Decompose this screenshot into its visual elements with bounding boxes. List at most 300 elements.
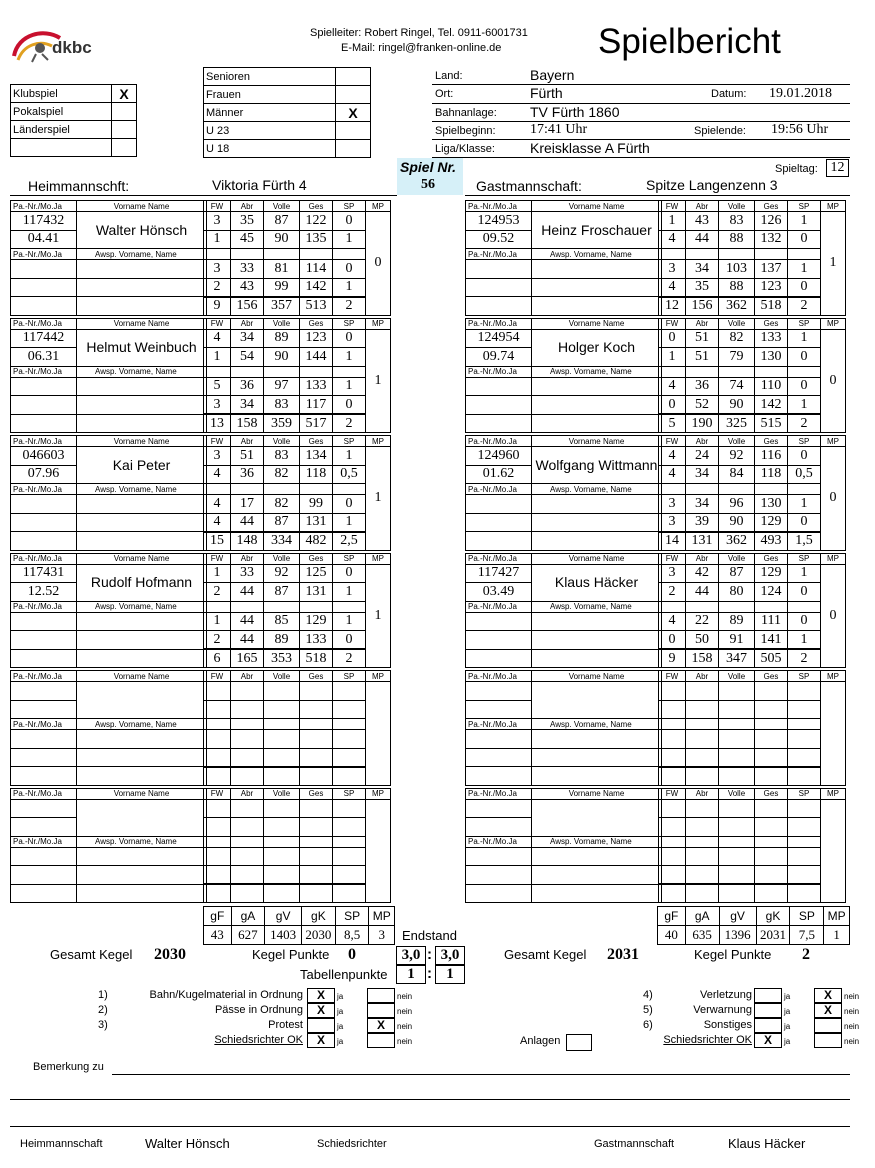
match-type-label (11, 139, 112, 157)
pass-header: Pa.-Nr./Mo.Ja (11, 788, 77, 799)
check-label: Verletzung (700, 989, 752, 1001)
pass-header: Pa.-Nr./Mo.Ja (11, 553, 77, 564)
stat-cell: 125 (300, 564, 333, 583)
empty-cell (77, 396, 207, 415)
stat-cell (719, 818, 755, 837)
stat-cell (231, 700, 264, 719)
player-birth (11, 700, 77, 719)
check-label: Pässe in Ordnung (214, 1004, 303, 1016)
ja-box[interactable]: X (307, 1033, 335, 1048)
stat-cell (204, 730, 231, 749)
stat-cell: 3 (659, 260, 686, 279)
fw-header: FW (659, 553, 686, 564)
total-header: SP (335, 907, 369, 926)
stat-cell: 89 (264, 329, 300, 348)
name-header: Vorname Name (77, 318, 207, 329)
pass-header: Pa.-Nr./Mo.Ja (466, 788, 532, 799)
ja-box[interactable]: X (754, 1033, 782, 1048)
stat-cell: 1 (333, 513, 366, 532)
check-label: Protest (268, 1019, 303, 1031)
gast-sign-label: Gastmannschaft (594, 1138, 675, 1150)
pass-header: Pa.-Nr./Mo.Ja (11, 318, 77, 329)
ja-box[interactable] (754, 1003, 782, 1018)
stat-cell (204, 866, 231, 885)
empty-cell (788, 484, 821, 495)
category-mark[interactable] (336, 68, 371, 86)
player-stats-table (203, 553, 391, 669)
name-header: Vorname Name (77, 201, 207, 212)
name-header: Vorname Name (532, 201, 662, 212)
category-mark[interactable]: X (336, 104, 371, 122)
volle-header: Volle (719, 436, 755, 447)
stat-cell: 126 (755, 212, 788, 231)
spieltag-value: 12 (826, 159, 849, 177)
empty-cell (466, 414, 532, 433)
ges-header: Ges (755, 788, 788, 799)
stat-cell: 1 (333, 612, 366, 631)
tabelle-label: Tabellenpunkte (300, 967, 388, 982)
stat-total: 9 (204, 297, 231, 316)
stat-total: 158 (686, 649, 719, 668)
ges-header: Ges (300, 553, 333, 564)
player-birth: 12.52 (11, 583, 77, 602)
category-label: U 23 (204, 122, 336, 140)
player-pass (466, 799, 532, 818)
ersatz-header: Awsp. Vorname, Name (532, 366, 662, 377)
stat-cell: 1 (204, 612, 231, 631)
name-header: Vorname Name (532, 788, 662, 799)
ges-header: Ges (755, 201, 788, 212)
empty-cell (77, 612, 207, 631)
home-punkte-value: 0 (348, 946, 356, 963)
player-id-table (10, 200, 207, 316)
stat-cell: 92 (719, 447, 755, 466)
empty-cell (77, 297, 207, 316)
liga-value: Kreisklasse A Fürth (530, 140, 650, 156)
stat-cell (231, 748, 264, 767)
abr-header: Abr (686, 553, 719, 564)
ersatz-header: Awsp. Vorname, Name (77, 836, 207, 847)
empty-cell (77, 414, 207, 433)
stat-cell: 44 (231, 583, 264, 602)
empty-cell (11, 730, 77, 749)
stat-total: 325 (719, 414, 755, 433)
player-mp (366, 799, 391, 903)
category-table (203, 67, 371, 158)
stat-cell: 87 (264, 513, 300, 532)
nein-label: nein (397, 992, 413, 1001)
player-mp: 0 (366, 212, 391, 316)
stat-cell (659, 847, 686, 866)
player-mp: 0 (821, 447, 846, 551)
category-mark[interactable] (336, 122, 371, 140)
stat-cell (788, 799, 821, 818)
stat-total (719, 884, 755, 903)
stat-cell: 24 (686, 447, 719, 466)
gast-signature: Klaus Häcker (728, 1136, 806, 1151)
player-id-table (465, 788, 662, 904)
stat-cell (204, 799, 231, 818)
endstand-guest: 3,0 (435, 946, 465, 965)
empty-cell (532, 260, 662, 279)
spiel-nr-value: 56 (421, 177, 435, 192)
stat-cell (755, 730, 788, 749)
player-pass: 124960 (466, 447, 532, 466)
stat-cell: 0 (788, 447, 821, 466)
empty-cell (11, 866, 77, 885)
nein-box[interactable] (367, 1033, 395, 1048)
check-number: 4) (643, 989, 653, 1001)
total-header: gA (231, 907, 265, 926)
stat-cell (719, 730, 755, 749)
volle-header: Volle (264, 436, 300, 447)
pass-header: Pa.-Nr./Mo.Ja (466, 201, 532, 212)
stat-cell (788, 682, 821, 701)
empty-cell (77, 532, 207, 551)
player-name (77, 682, 207, 719)
stat-cell: 133 (300, 631, 333, 650)
category-mark[interactable] (336, 86, 371, 104)
stat-cell (659, 748, 686, 767)
empty-cell (77, 495, 207, 514)
match-type-mark[interactable] (112, 139, 137, 157)
stat-cell: 87 (719, 564, 755, 583)
stat-total (204, 884, 231, 903)
stat-cell (264, 866, 300, 885)
stat-cell: 1 (788, 564, 821, 583)
empty-cell (11, 767, 77, 786)
total-header: gF (204, 907, 232, 926)
empty-cell (11, 495, 77, 514)
ja-box[interactable] (754, 988, 782, 1003)
stat-cell (231, 682, 264, 701)
ges-header: Ges (300, 436, 333, 447)
ersatz-header: Awsp. Vorname, Name (532, 484, 662, 495)
ja-label: ja (784, 992, 791, 1001)
stat-cell: 114 (300, 260, 333, 279)
player-birth: 01.62 (466, 465, 532, 484)
home-totals-table (203, 906, 395, 945)
fw-header: FW (204, 553, 231, 564)
stat-cell: 1 (333, 447, 366, 466)
stat-cell: 97 (264, 377, 300, 396)
empty-cell (264, 249, 300, 260)
total-value: 43 (204, 926, 232, 945)
stat-cell (300, 730, 333, 749)
stat-cell (659, 799, 686, 818)
player-stats-table (658, 670, 846, 786)
stat-total: 6 (204, 649, 231, 668)
volle-header: Volle (264, 201, 300, 212)
player-birth (466, 700, 532, 719)
stat-cell (300, 682, 333, 701)
player-pass (11, 799, 77, 818)
stat-total (659, 767, 686, 786)
stat-total (686, 767, 719, 786)
anlagen-box[interactable] (566, 1034, 592, 1051)
empty-cell (11, 631, 77, 650)
nein-label: nein (397, 1022, 413, 1031)
stat-cell: 84 (719, 465, 755, 484)
check-number: 6) (643, 1019, 653, 1031)
dkbc-logo (10, 26, 110, 66)
empty-cell (333, 836, 366, 847)
ja-box[interactable] (307, 1018, 335, 1033)
stat-cell: 36 (686, 377, 719, 396)
check-number: 3) (98, 1019, 108, 1031)
player-stats-table (203, 200, 391, 316)
stat-cell: 133 (300, 377, 333, 396)
match-type-mark[interactable]: X (112, 85, 137, 103)
stat-cell: 2 (204, 278, 231, 297)
total-value: 635 (685, 926, 719, 945)
stat-cell: 4 (204, 495, 231, 514)
stat-cell: 0 (333, 329, 366, 348)
empty-cell (264, 601, 300, 612)
empty-cell (532, 730, 662, 749)
stat-cell (204, 748, 231, 767)
stat-cell (264, 682, 300, 701)
stat-cell: 0 (788, 348, 821, 367)
match-type-mark[interactable] (112, 121, 137, 139)
volle-header: Volle (719, 553, 755, 564)
stat-cell (788, 730, 821, 749)
pass-header: Pa.-Nr./Mo.Ja (466, 553, 532, 564)
home-gesamt-value: 2030 (154, 946, 186, 963)
stat-cell (686, 818, 719, 837)
stat-total: 482 (300, 532, 333, 551)
empty-cell (788, 249, 821, 260)
name-header: Vorname Name (77, 788, 207, 799)
mp-header: MP (366, 436, 391, 447)
check-label: Sonstiges (703, 1019, 752, 1031)
empty-cell (77, 649, 207, 668)
ja-box[interactable] (754, 1018, 782, 1033)
player-id-table (465, 318, 662, 434)
empty-cell (466, 278, 532, 297)
mp-header: MP (821, 671, 846, 682)
player-stats-table (203, 318, 391, 434)
empty-cell (77, 847, 207, 866)
stat-cell: 3 (204, 260, 231, 279)
stat-cell: 131 (300, 583, 333, 602)
stat-cell (686, 730, 719, 749)
empty-cell (264, 484, 300, 495)
stat-cell: 51 (686, 348, 719, 367)
empty-cell (333, 366, 366, 377)
player-pass (466, 682, 532, 701)
player-name: Rudolf Hofmann (77, 564, 207, 601)
name-header: Vorname Name (77, 553, 207, 564)
stat-total (686, 884, 719, 903)
player-mp: 0 (821, 329, 846, 433)
stat-cell (204, 847, 231, 866)
stat-cell: 4 (659, 612, 686, 631)
empty-cell (264, 719, 300, 730)
total-header: gV (265, 907, 302, 926)
empty-cell (466, 612, 532, 631)
empty-cell (11, 260, 77, 279)
stat-cell: 1 (204, 230, 231, 249)
guest-punkte-value: 2 (802, 946, 810, 963)
empty-cell (686, 249, 719, 260)
stat-cell: 88 (719, 230, 755, 249)
player-name (77, 799, 207, 836)
empty-cell (719, 836, 755, 847)
player-birth: 09.52 (466, 230, 532, 249)
empty-cell (788, 601, 821, 612)
empty-cell (231, 601, 264, 612)
volle-header: Volle (264, 553, 300, 564)
endstand-separator: : (427, 946, 432, 963)
empty-cell (466, 866, 532, 885)
player-mp (366, 682, 391, 786)
player-id-table (10, 788, 207, 904)
stat-cell: 44 (231, 612, 264, 631)
page-title: Spielbericht (598, 22, 781, 61)
stat-cell (755, 847, 788, 866)
stat-total: 13 (204, 414, 231, 433)
player-name: Walter Hönsch (77, 212, 207, 249)
empty-cell (77, 866, 207, 885)
home-team-name: Viktoria Fürth 4 (212, 177, 307, 193)
stat-cell: 3 (659, 513, 686, 532)
stat-cell: 0 (333, 495, 366, 514)
ja-box[interactable]: X (307, 1003, 335, 1018)
stat-cell (659, 730, 686, 749)
category-mark[interactable] (336, 140, 371, 158)
player-stats-table (658, 788, 846, 904)
empty-cell (532, 649, 662, 668)
match-type-mark[interactable] (112, 103, 137, 121)
ersatz-header: Awsp. Vorname, Name (77, 601, 207, 612)
empty-cell (11, 278, 77, 297)
stat-cell: 4 (659, 278, 686, 297)
ersatz-header: Awsp. Vorname, Name (532, 836, 662, 847)
stat-cell: 80 (719, 583, 755, 602)
empty-cell (466, 649, 532, 668)
player-mp: 1 (366, 329, 391, 433)
nein-box[interactable] (367, 988, 395, 1003)
empty-cell (77, 513, 207, 532)
nein-label: nein (844, 1022, 860, 1031)
nein-box[interactable] (367, 1003, 395, 1018)
spiel-nr-label: Spiel Nr. (400, 159, 457, 175)
stat-cell (333, 818, 366, 837)
player-pass: 117431 (11, 564, 77, 583)
stat-cell: 88 (719, 278, 755, 297)
guest-punkte-label: Kegel Punkte (694, 947, 772, 962)
player-birth: 07.96 (11, 465, 77, 484)
stat-cell: 83 (264, 447, 300, 466)
guest-gesamt-value: 2031 (607, 946, 639, 963)
bahn-label: Bahnanlage: (435, 107, 497, 119)
stat-cell: 89 (719, 612, 755, 631)
pass-header: Pa.-Nr./Mo.Ja (11, 366, 77, 377)
stat-cell: 129 (300, 612, 333, 631)
mp-header: MP (821, 436, 846, 447)
empty-cell (466, 377, 532, 396)
organizer-line: Spielleiter: Robert Ringel, Tel. 0911-6001731 (310, 27, 528, 39)
nein-box[interactable] (814, 1018, 842, 1033)
ja-label: ja (337, 1022, 344, 1031)
stat-cell (788, 847, 821, 866)
stat-cell (264, 748, 300, 767)
player-birth: 03.49 (466, 583, 532, 602)
total-value: 1 (824, 926, 850, 945)
ges-header: Ges (300, 671, 333, 682)
total-header: gF (658, 907, 686, 926)
stat-cell: 50 (686, 631, 719, 650)
stat-cell (300, 818, 333, 837)
name-header: Vorname Name (532, 318, 662, 329)
nein-box[interactable]: X (814, 1003, 842, 1018)
empty-cell (532, 884, 662, 903)
nein-box[interactable]: X (814, 988, 842, 1003)
stat-cell: 118 (300, 465, 333, 484)
stat-total: 357 (264, 297, 300, 316)
ersatz-header: Awsp. Vorname, Name (532, 249, 662, 260)
stat-cell: 36 (231, 377, 264, 396)
empty-cell (719, 484, 755, 495)
stat-total: 505 (755, 649, 788, 668)
empty-cell (532, 748, 662, 767)
ja-label: ja (337, 1037, 344, 1046)
logo-text: dkbc (52, 38, 92, 57)
nein-box[interactable] (814, 1033, 842, 1048)
abr-header: Abr (231, 201, 264, 212)
stat-total: 2 (788, 649, 821, 668)
mp-header: MP (366, 788, 391, 799)
stat-cell (231, 866, 264, 885)
bahn-value: TV Fürth 1860 (530, 104, 620, 120)
player-mp: 1 (366, 447, 391, 551)
ja-label: ja (784, 1037, 791, 1046)
empty-cell (466, 532, 532, 551)
empty-cell (204, 719, 231, 730)
empty-cell (264, 366, 300, 377)
ges-header: Ges (755, 436, 788, 447)
abr-header: Abr (686, 201, 719, 212)
empty-cell (466, 730, 532, 749)
empty-cell (719, 719, 755, 730)
stat-cell: 117 (300, 396, 333, 415)
anlagen-label: Anlagen (520, 1035, 561, 1047)
empty-cell (466, 495, 532, 514)
check-label: Schiedsrichter OK (663, 1034, 752, 1046)
empty-cell (788, 366, 821, 377)
stat-cell (719, 700, 755, 719)
stat-cell: 43 (231, 278, 264, 297)
stat-cell: 130 (755, 495, 788, 514)
total-header: MP (824, 907, 850, 926)
total-value: 40 (658, 926, 686, 945)
name-header: Vorname Name (77, 436, 207, 447)
stat-cell: 90 (719, 513, 755, 532)
pass-header: Pa.-Nr./Mo.Ja (466, 671, 532, 682)
check-number: 1) (98, 989, 108, 1001)
stat-cell (333, 799, 366, 818)
empty-cell (11, 532, 77, 551)
nein-box[interactable]: X (367, 1018, 395, 1033)
stat-cell: 54 (231, 348, 264, 367)
ja-box[interactable]: X (307, 988, 335, 1003)
nein-label: nein (397, 1007, 413, 1016)
player-id-table (465, 670, 662, 786)
stat-cell: 51 (231, 447, 264, 466)
stat-total (264, 884, 300, 903)
stat-cell: 1 (788, 396, 821, 415)
